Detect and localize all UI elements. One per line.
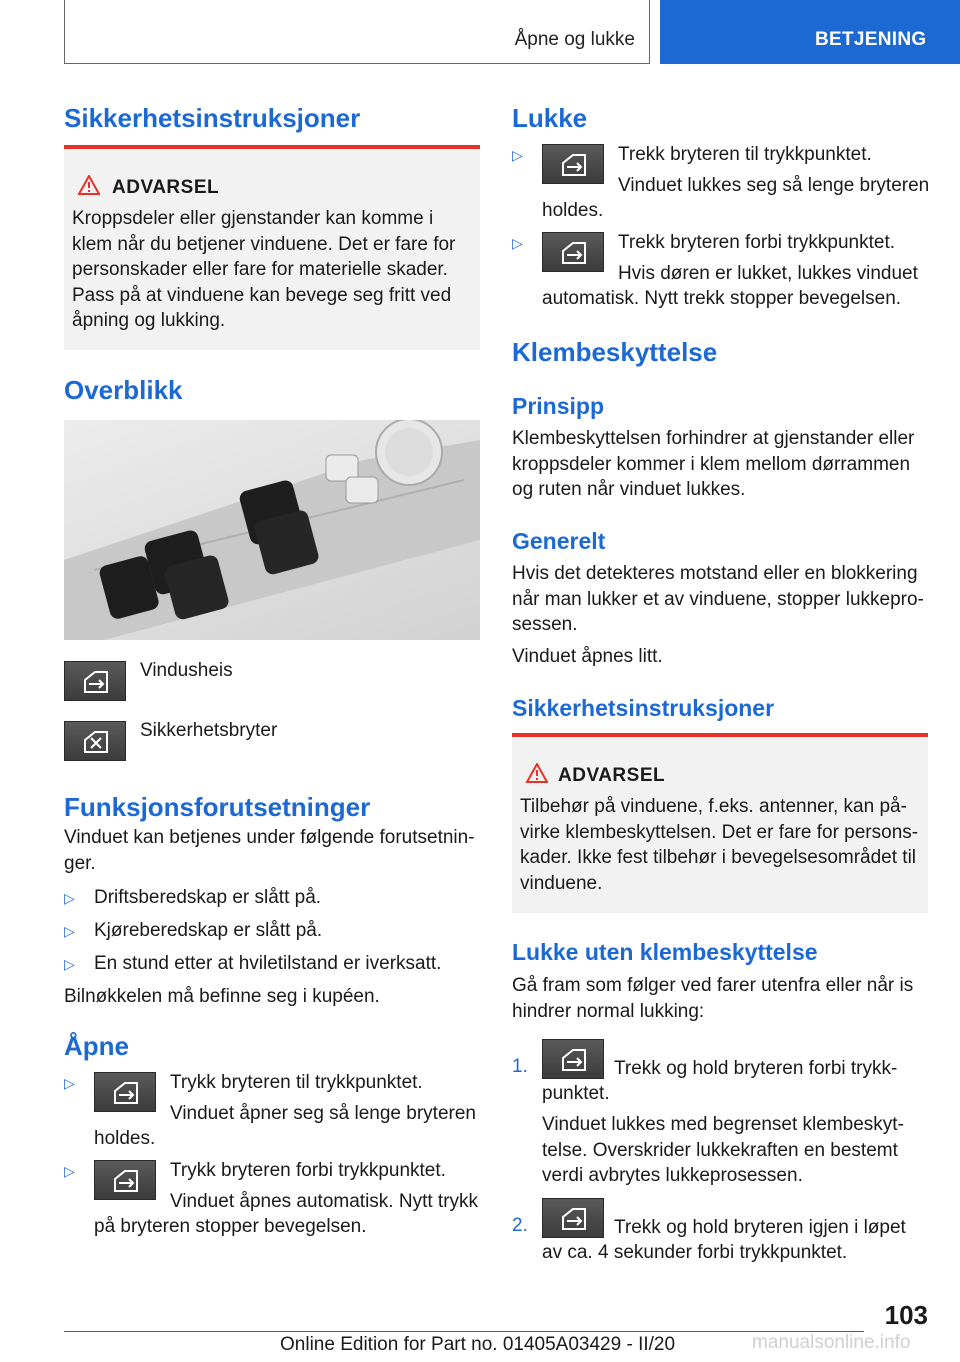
step-subtext: Vinduet lukkes med begrenset klembeskyt- telse. Overskrider lukkekraften en bestemt verdi avbrytes lukkeprosessen. (542, 1114, 904, 1186)
window-lift-icon (542, 144, 604, 184)
function-heading: Funksjonsforutsetninger (64, 792, 371, 822)
open-step-text: på bryteren stopper bevegelsen. (94, 1216, 367, 1237)
warning-triangle-icon (526, 763, 548, 783)
safety-switch-icon (64, 721, 126, 761)
step-text: Trekk og hold bryteren forbi trykk- (614, 1058, 898, 1079)
step-number: 1. (512, 1056, 528, 1077)
footer-edition: Online Edition for Part no. 01405A03429 - II/20 (280, 1334, 676, 1355)
open-step-text: Trykk bryteren til trykkpunktet. (170, 1072, 423, 1093)
header-chapter-tab (660, 0, 960, 64)
function-item: En stund etter at hviletilstand er iverksatt. (94, 953, 442, 974)
close-step-text: Trekk bryteren til trykkpunktet. (618, 144, 872, 165)
close-step-text: holdes. (542, 200, 604, 221)
open-heading: Åpne (64, 1031, 129, 1061)
open-step-text: Vinduet åpner seg så lenge bryteren (170, 1103, 476, 1124)
bullet-icon: ▷ (512, 147, 523, 163)
window-lift-icon (542, 1198, 604, 1238)
open-step-text: holdes. (94, 1128, 156, 1149)
legend-label-window-lift: Vindusheis (140, 660, 233, 681)
window-switch-photo (64, 420, 480, 640)
general-note: Vinduet åpnes litt. (512, 646, 663, 667)
principle-heading: Prinsipp (512, 393, 605, 419)
safety-heading-right: Sikkerhetsinstruksjoner (512, 695, 775, 721)
warning-box (64, 145, 480, 350)
warning-triangle-icon (78, 175, 100, 195)
step-text: punktet. (542, 1083, 610, 1104)
bullet-icon: ▷ (64, 890, 75, 906)
step-text: av ca. 4 sekunder forbi trykkpunktet. (542, 1242, 848, 1263)
bullet-icon: ▷ (512, 235, 523, 251)
watermark: manualsonline.info (752, 1332, 911, 1353)
pinch-heading: Klembeskyttelse (512, 337, 718, 367)
step-number: 2. (512, 1215, 528, 1236)
close-step-text: Hvis døren er lukket, lukkes vinduet (618, 263, 918, 284)
function-note: Bilnøkkelen må befinne seg i kupéen. (64, 986, 380, 1007)
nopinch-heading: Lukke uten klembeskyttelse (512, 939, 818, 965)
header-section-box (64, 0, 650, 64)
close-step-text: Trekk bryteren forbi trykkpunktet. (618, 232, 896, 253)
window-lift-icon (94, 1072, 156, 1112)
nopinch-intro: Gå fram som følger ved farer utenfra eller når is hindrer normal lukking: (512, 975, 914, 1022)
close-step-text: automatisk. Nytt trekk stopper bevegelsen. (542, 288, 902, 309)
warning-text: Kroppsdeler eller gjenstander kan komme i klem når du betjener vinduene. Det er fare for personskader eller fare for materielle skader. Pass på at vinduene kan bevege seg fritt ved åpning og lukking. (72, 208, 456, 331)
warning-title: ADVARSEL (558, 765, 666, 786)
safety-heading: Sikkerhetsinstruksjoner (64, 103, 361, 133)
window-lift-icon (542, 1039, 604, 1079)
function-item: Driftsberedskap er slått på. (94, 887, 322, 908)
window-lift-icon (94, 1160, 156, 1200)
bullet-icon: ▷ (64, 1075, 75, 1091)
warning-title: ADVARSEL (112, 177, 220, 198)
open-step-text: Trykk bryteren forbi trykkpunktet. (170, 1160, 446, 1181)
function-intro: Vinduet kan betjenes under følgende forutsetnin- ger. (64, 827, 475, 874)
general-heading: Generelt (512, 528, 606, 554)
bullet-icon: ▷ (64, 923, 75, 939)
general-text: Hvis det detekteres motstand eller en blokkering når man lukker et av vinduene, stopper lukkepro- sessen. (512, 563, 924, 635)
header-section-title: Åpne og lukke (514, 29, 635, 50)
footer-divider (64, 1331, 864, 1332)
close-step-text: Vinduet lukkes seg så lenge bryteren (618, 175, 930, 196)
header-chapter-title: BETJENING (815, 29, 927, 50)
function-item: Kjøreberedskap er slått på. (94, 920, 323, 941)
bullet-icon: ▷ (64, 956, 75, 972)
warning-text: Tilbehør på vinduene, f.eks. antenner, kan på- virke klembeskyttelsen. Det er fare for persons- kader. Ikke fest tilbehør i bevegelsesområdet til vinduene. (520, 796, 919, 894)
open-step-text: Vinduet åpnes automatisk. Nytt trykk (170, 1191, 479, 1212)
step-text: Trekk og hold bryteren igjen i løpet (614, 1217, 906, 1238)
principle-text: Klembeskyttelsen forhindrer at gjenstander eller kroppsdeler kommer i klem mellom dørrammen og ruten når vinduet lukkes. (512, 428, 915, 500)
overview-heading: Overblikk (64, 375, 183, 405)
warning-box (512, 733, 928, 913)
window-lift-icon (542, 232, 604, 272)
page-number: 103 (884, 1300, 928, 1330)
close-heading: Lukke (512, 103, 588, 133)
window-lift-icon (64, 661, 126, 701)
legend-label-safety-switch: Sikkerhetsbryter (140, 720, 278, 741)
bullet-icon: ▷ (64, 1163, 75, 1179)
